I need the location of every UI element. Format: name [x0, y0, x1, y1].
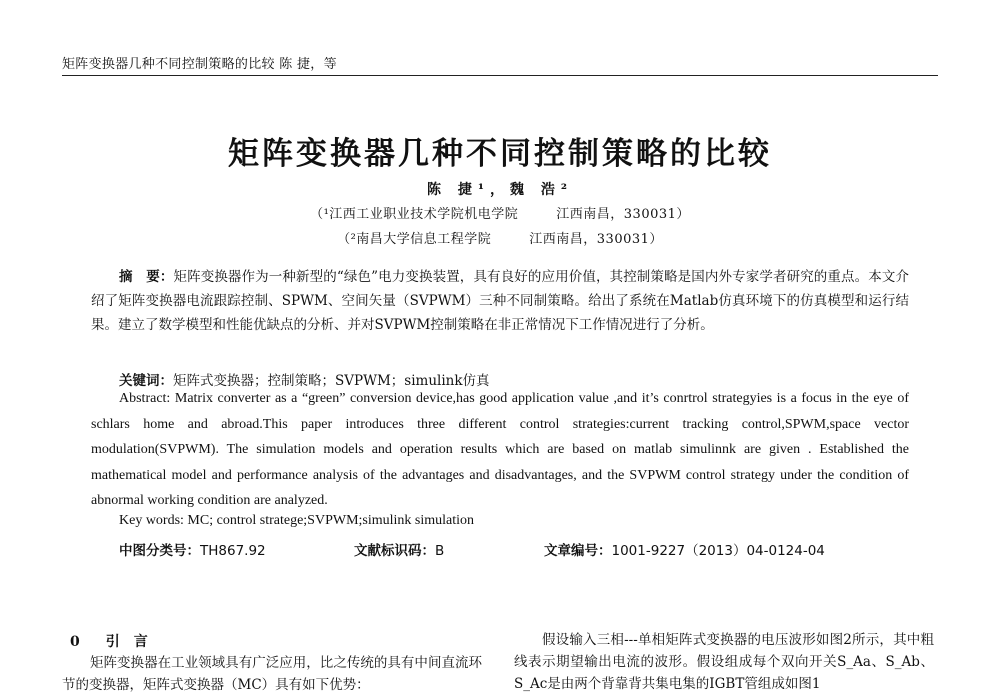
abstract-chinese	[91, 265, 909, 337]
abstract-english: Abstract: Matrix converter as a “green” conversion device,has good application value ,and it’s conrtrol strategyies is a focus in the eye of schlars home and abroad.This paper introduces three different control strategies:current tracking control,SPWM,space vector modulation(SVPWM). The simulation models and operation results which are based on matlab simulinnk are given . Established the mathematical model and performance analysis of the advantages and disadvantages, and the SVPWM control strategy under the condition of abnormal working condition are analyzed.	[91, 391, 909, 508]
running-header	[62, 53, 938, 76]
section-number: 0	[70, 634, 80, 650]
keywords-english: Key words: MC; control stratege;SVPWM;simulink simulation	[119, 513, 475, 528]
section-heading-introduction	[70, 631, 148, 651]
body-column-right: 假设输入三相---单相矩阵式变换器的电压波形如图2所示，其中粗线表示期望输出电流的波形。假设组成每个双向开关S_Aa、S_Ab、S_Ac是由两个背靠背共集电集的IGBT管组成如图1	[514, 632, 934, 692]
affiliation-1	[0, 203, 1000, 222]
paper-title: 矩阵变换器几种不同控制策略的比较	[228, 136, 772, 172]
affiliation-1-org: （¹江西工业职业技术学院机电学院	[310, 207, 519, 222]
body-column-left: 矩阵变换器在工业领域具有广泛应用，比之传统的具有中间直流环节的变换器，矩阵式变换器（MC）具有如下优势：	[62, 655, 482, 693]
affiliation-2-org: （²南昌大学信息工程学院	[337, 232, 492, 247]
running-title: 矩阵变换器几种不同控制策略的比较 陈 捷，等	[62, 57, 337, 72]
author-list: 陈 捷¹，魏 浩²	[426, 182, 573, 198]
article-number-value: 1001-9227（2013）04-0124-04	[611, 543, 825, 559]
keywords-cn-label: 关键词：	[119, 373, 173, 389]
article-number-label: 文章编号：	[544, 543, 612, 559]
clc-label: 中图分类号：	[119, 543, 200, 559]
clc-value: TH867.92	[200, 543, 266, 559]
doc-code-value: B	[435, 543, 445, 559]
section-title: 引 言	[105, 634, 148, 650]
affiliation-2	[0, 228, 1000, 247]
article-number	[544, 539, 825, 559]
doc-code-label: 文献标识码：	[354, 543, 435, 559]
document-code	[354, 539, 444, 559]
affiliation-2-address: 江西南昌，330031）	[529, 232, 663, 247]
classification-number	[119, 539, 266, 559]
abstract-cn-label: 摘 要：	[119, 269, 174, 285]
abstract-cn-text: 矩阵变换器作为一种新型的“绿色”电力变换装置，具有良好的应用价值，其控制策略是国内外专家学者研究的重点。本文介绍了矩阵变换器电流跟踪控制、SPWM、空间矢量（SVPWM）三种不同制策略。给出了系统在Matlab仿真环境下的仿真模型和运行结果。建立了数学模型和性能优缺点的分析、并对SVPWM控制策略在非正常情况下工作情况进行了分析。	[91, 269, 909, 333]
keywords-cn-text: 矩阵式变换器；控制策略；SVPWM；simulink仿真	[173, 373, 490, 389]
affiliation-1-address: 江西南昌，330031）	[556, 207, 690, 222]
